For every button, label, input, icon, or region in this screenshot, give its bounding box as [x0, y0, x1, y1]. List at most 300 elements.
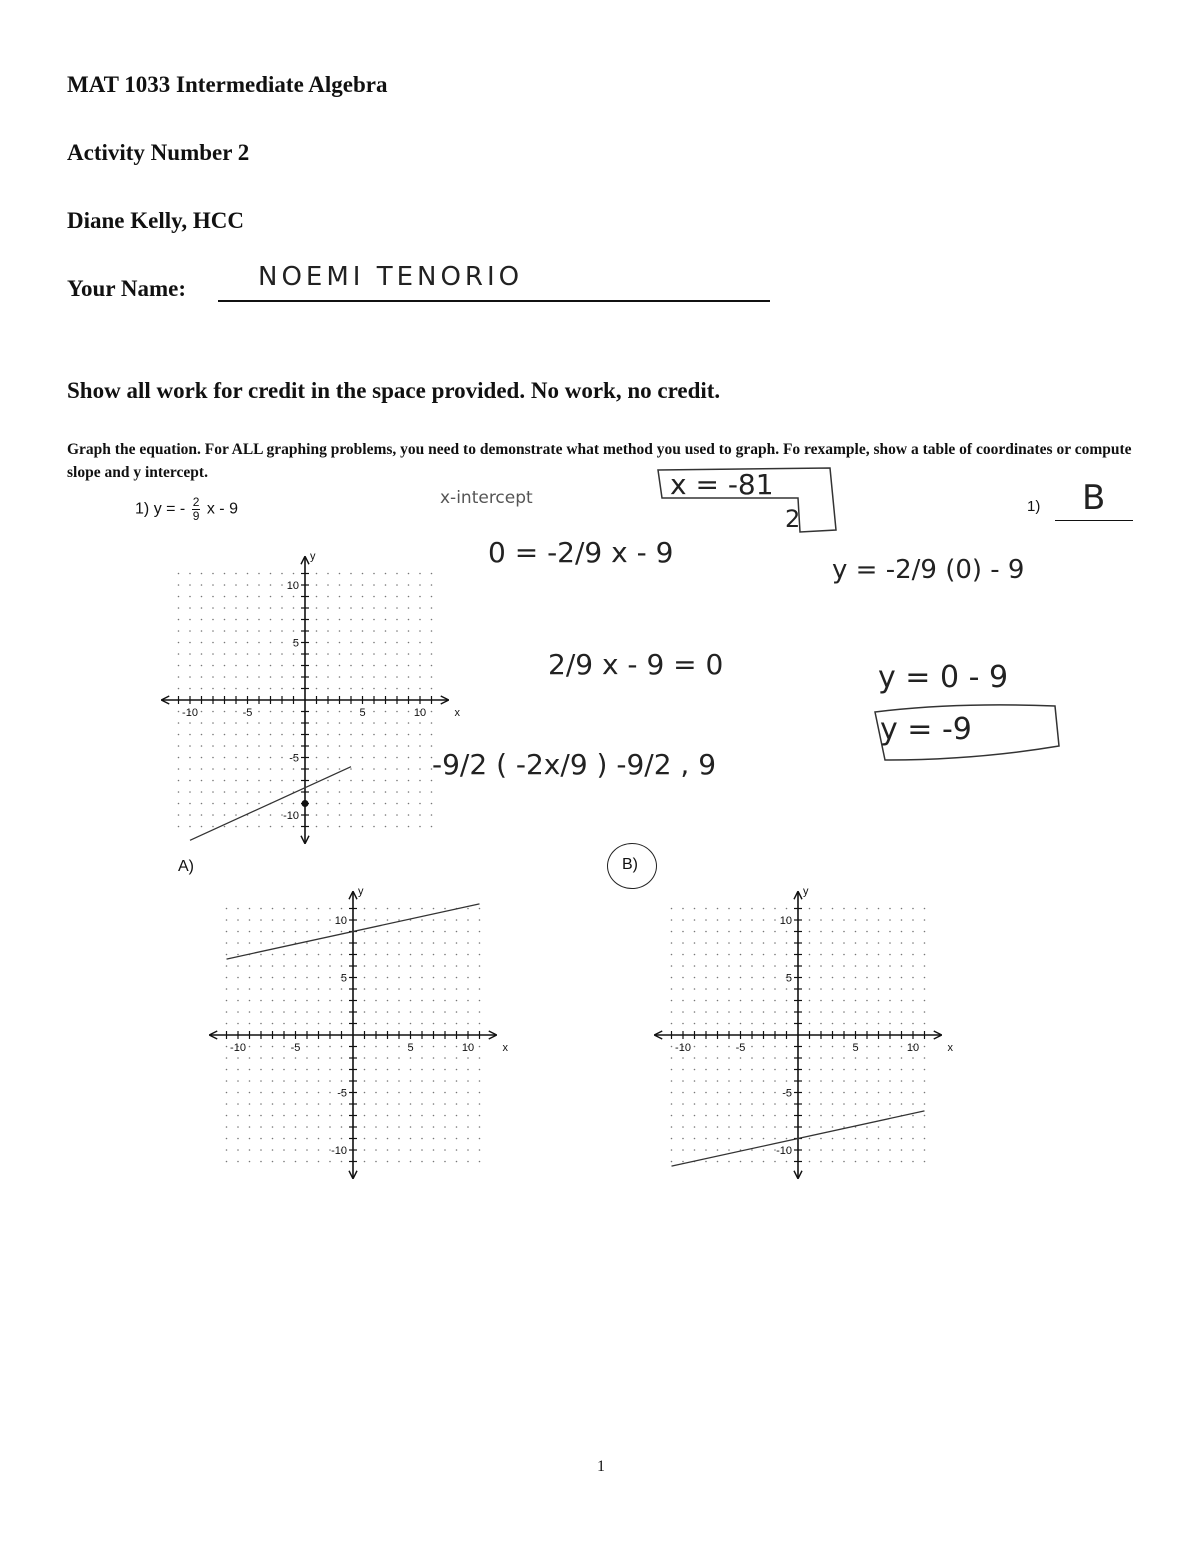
grid-dot — [364, 1103, 366, 1105]
grid-dot — [318, 965, 320, 967]
grid-dot — [201, 607, 203, 609]
grid-dot — [224, 814, 226, 816]
grid-dot — [456, 1057, 458, 1059]
grid-dot — [281, 607, 283, 609]
grid-dot — [408, 596, 410, 598]
grid-dot — [912, 965, 914, 967]
grid-dot — [682, 1161, 684, 1163]
grid-dot — [901, 942, 903, 944]
grid-dot — [306, 942, 308, 944]
grid-dot — [444, 931, 446, 933]
grid-dot — [421, 988, 423, 990]
work-step-3: -9/2 ( -2x/9 ) -9/2 , 9 — [432, 748, 717, 781]
grid-dot — [467, 931, 469, 933]
grid-dot — [224, 826, 226, 828]
grid-dot — [385, 722, 387, 724]
grid-dot — [421, 1161, 423, 1163]
grid-dot — [293, 665, 295, 667]
grid-dot — [878, 954, 880, 956]
grid-dot — [327, 653, 329, 655]
grid-dot — [272, 1011, 274, 1013]
grid-dot — [878, 1126, 880, 1128]
grid-dot — [237, 1126, 239, 1128]
grid-dot — [385, 573, 387, 575]
grid-dot — [339, 630, 341, 632]
grid-dot — [479, 1138, 481, 1140]
grid-dot — [889, 1103, 891, 1105]
grid-dot — [728, 1023, 730, 1025]
grid-dot — [281, 596, 283, 598]
grid-dot — [247, 734, 249, 736]
grid-dot — [247, 619, 249, 621]
grid-dot — [408, 688, 410, 690]
grid-dot — [375, 1092, 377, 1094]
grid-dot — [843, 1080, 845, 1082]
grid-dot — [751, 919, 753, 921]
grid-dot — [705, 1000, 707, 1002]
grid-dot — [201, 814, 203, 816]
grid-dot — [237, 1115, 239, 1117]
grid-dot — [901, 977, 903, 979]
grid-dot — [329, 977, 331, 979]
grid-dot — [456, 1000, 458, 1002]
grid-dot — [410, 1126, 412, 1128]
grid-dot — [398, 988, 400, 990]
grid-dot — [433, 1057, 435, 1059]
grid-dot — [293, 596, 295, 598]
grid-dot — [728, 919, 730, 921]
grid-dot — [855, 1149, 857, 1151]
grid-dot — [327, 745, 329, 747]
grid-dot — [270, 711, 272, 713]
grid-dot — [878, 1138, 880, 1140]
grid-dot — [316, 653, 318, 655]
grid-dot — [924, 1046, 926, 1048]
grid-dot — [398, 1149, 400, 1151]
grid-dot — [924, 977, 926, 979]
grid-dot — [924, 1057, 926, 1059]
grid-dot — [774, 954, 776, 956]
grid-dot — [341, 1069, 343, 1071]
grid-dot — [809, 919, 811, 921]
grid-dot — [212, 768, 214, 770]
grid-dot — [421, 1126, 423, 1128]
grid-dot — [224, 573, 226, 575]
grid-dot — [924, 908, 926, 910]
grid-dot — [258, 688, 260, 690]
grid-dot — [396, 573, 398, 575]
grid-dot — [249, 1023, 251, 1025]
grid-dot — [889, 1069, 891, 1071]
grid-dot — [339, 607, 341, 609]
grid-dot — [433, 1011, 435, 1013]
grid-dot — [283, 1080, 285, 1082]
grid-dot — [467, 942, 469, 944]
grid-dot — [316, 734, 318, 736]
grid-dot — [479, 977, 481, 979]
grid-dot — [283, 1069, 285, 1071]
grid-dot — [293, 630, 295, 632]
grid-dot — [843, 1057, 845, 1059]
grid-dot — [740, 1161, 742, 1163]
grid-dot — [387, 1069, 389, 1071]
grid-dot — [820, 919, 822, 921]
grid-dot — [751, 1115, 753, 1117]
grid-dot — [855, 1080, 857, 1082]
grid-dot — [421, 954, 423, 956]
grid-dot — [341, 988, 343, 990]
grid-dot — [740, 1000, 742, 1002]
grid-dot — [901, 1092, 903, 1094]
grid-dot — [912, 1115, 914, 1117]
grid-dot — [247, 642, 249, 644]
grid-dot — [364, 1161, 366, 1163]
grid-dot — [408, 665, 410, 667]
grid-dot — [226, 1126, 228, 1128]
grid-dot — [740, 919, 742, 921]
grid-dot — [329, 919, 331, 921]
grid-dot — [408, 757, 410, 759]
grid-dot — [694, 954, 696, 956]
grid-dot — [410, 1069, 412, 1071]
grid-dot — [694, 942, 696, 944]
grid-dot — [419, 791, 421, 793]
grid-dot — [740, 1023, 742, 1025]
grid-dot — [364, 1011, 366, 1013]
grid-dot — [270, 826, 272, 828]
grid-dot — [350, 584, 352, 586]
grid-dot — [249, 1000, 251, 1002]
grid-dot — [237, 931, 239, 933]
grid-dot — [408, 711, 410, 713]
grid-dot — [272, 965, 274, 967]
grid-dot — [717, 1000, 719, 1002]
grid-dot — [419, 573, 421, 575]
grid-dot — [350, 780, 352, 782]
grid-dot — [283, 1057, 285, 1059]
grid-dot — [843, 1115, 845, 1117]
grid-dot — [889, 919, 891, 921]
grid-dot — [832, 954, 834, 956]
grid-dot — [375, 988, 377, 990]
grid-dot — [247, 826, 249, 828]
grid-dot — [396, 584, 398, 586]
grid-dot — [364, 977, 366, 979]
grid-dot — [456, 988, 458, 990]
grid-dot — [189, 665, 191, 667]
grid-dot — [212, 573, 214, 575]
grid-dot — [398, 1046, 400, 1048]
grid-dot — [249, 1103, 251, 1105]
grid-dot — [751, 1103, 753, 1105]
grid-dot — [373, 619, 375, 621]
grid-dot — [247, 630, 249, 632]
grid-dot — [467, 1069, 469, 1071]
grid-dot — [339, 814, 341, 816]
grid-dot — [728, 1161, 730, 1163]
grid-dot — [820, 1161, 822, 1163]
grid-dot — [832, 1126, 834, 1128]
grid-dot — [786, 1011, 788, 1013]
y-work-step-2: y = 0 - 9 — [878, 660, 1009, 695]
grid-dot — [318, 942, 320, 944]
grid-dot — [281, 642, 283, 644]
grid-dot — [339, 688, 341, 690]
grid-dot — [373, 791, 375, 793]
grid-dot — [329, 1080, 331, 1082]
grid-dot — [751, 1046, 753, 1048]
grid-dot — [249, 1057, 251, 1059]
grid-dot — [832, 1149, 834, 1151]
grid-dot — [878, 1092, 880, 1094]
grid-dot — [387, 954, 389, 956]
grid-dot — [329, 1000, 331, 1002]
grid-dot — [717, 977, 719, 979]
grid-dot — [809, 965, 811, 967]
grid-dot — [431, 803, 433, 805]
grid-dot — [671, 1103, 673, 1105]
grid-dot — [832, 1011, 834, 1013]
grid-dot — [924, 1011, 926, 1013]
grid-dot — [385, 642, 387, 644]
grid-dot — [682, 965, 684, 967]
grid-dot — [410, 1149, 412, 1151]
grid-dot — [350, 745, 352, 747]
grid-dot — [421, 1069, 423, 1071]
grid-dot — [364, 908, 366, 910]
grid-dot — [283, 1115, 285, 1117]
grid-dot — [763, 1000, 765, 1002]
grid-dot — [362, 619, 364, 621]
grid-dot — [421, 1000, 423, 1002]
grid-dot — [410, 954, 412, 956]
grid-dot — [751, 977, 753, 979]
grid-dot — [341, 942, 343, 944]
grid-dot — [694, 965, 696, 967]
grid-dot — [387, 1023, 389, 1025]
grid-dot — [410, 942, 412, 944]
grid-dot — [212, 757, 214, 759]
grid-dot — [396, 711, 398, 713]
grid-dot — [398, 1126, 400, 1128]
grid-dot — [327, 619, 329, 621]
grid-dot — [270, 688, 272, 690]
grid-dot — [671, 1080, 673, 1082]
grid-dot — [479, 954, 481, 956]
grid-dot — [270, 607, 272, 609]
grid-dot — [178, 814, 180, 816]
grid-dot — [327, 757, 329, 759]
grid-dot — [431, 676, 433, 678]
grid-dot — [456, 1149, 458, 1151]
grid-dot — [410, 1103, 412, 1105]
grid-dot — [410, 1023, 412, 1025]
grid-dot — [866, 1115, 868, 1117]
grid-dot — [385, 757, 387, 759]
grid-dot — [878, 1011, 880, 1013]
grid-dot — [410, 1080, 412, 1082]
grid-dot — [295, 1057, 297, 1059]
grid-dot — [318, 954, 320, 956]
work-step-2: 2/9 x - 9 = 0 — [548, 648, 724, 681]
grid-dot — [832, 1138, 834, 1140]
grid-dot — [293, 607, 295, 609]
grid-dot — [270, 734, 272, 736]
grid-dot — [705, 1023, 707, 1025]
grid-dot — [820, 954, 822, 956]
grid-dot — [419, 653, 421, 655]
grid-dot — [178, 665, 180, 667]
grid-dot — [419, 826, 421, 828]
grid-dot — [479, 1046, 481, 1048]
grid-dot — [843, 954, 845, 956]
grid-dot — [226, 919, 228, 921]
grid-dot — [398, 942, 400, 944]
grid-dot — [329, 908, 331, 910]
grid-dot — [705, 977, 707, 979]
grid-dot — [408, 653, 410, 655]
grid-dot — [912, 1138, 914, 1140]
grid-dot — [774, 1103, 776, 1105]
grid-dot — [283, 988, 285, 990]
grid-dot — [694, 1126, 696, 1128]
grid-dot — [901, 1023, 903, 1025]
grid-dot — [329, 954, 331, 956]
grid-dot — [258, 734, 260, 736]
grid-dot — [419, 688, 421, 690]
grid-dot — [249, 1161, 251, 1163]
grid-dot — [705, 1057, 707, 1059]
grid-dot — [820, 1011, 822, 1013]
grid-dot — [855, 1023, 857, 1025]
grid-dot — [751, 1161, 753, 1163]
grid-dot — [339, 803, 341, 805]
grid-dot — [373, 676, 375, 678]
grid-dot — [235, 745, 237, 747]
grid-dot — [832, 1023, 834, 1025]
grid-dot — [260, 1069, 262, 1071]
grid-dot — [295, 931, 297, 933]
grid-dot — [728, 1149, 730, 1151]
grid-dot — [329, 1126, 331, 1128]
grid-dot — [318, 1138, 320, 1140]
grid-dot — [364, 1000, 366, 1002]
grid-dot — [212, 803, 214, 805]
grid-dot — [293, 653, 295, 655]
grid-dot — [201, 573, 203, 575]
grid-dot — [410, 1092, 412, 1094]
grid-dot — [866, 942, 868, 944]
grid-dot — [226, 1138, 228, 1140]
grid-dot — [694, 1011, 696, 1013]
grid-dot — [283, 931, 285, 933]
grid-dot — [682, 919, 684, 921]
grid-dot — [362, 653, 364, 655]
grid-dot — [809, 1126, 811, 1128]
grid-dot — [809, 942, 811, 944]
grid-dot — [201, 642, 203, 644]
grid-dot — [398, 1103, 400, 1105]
grid-dot — [419, 607, 421, 609]
grid-dot — [387, 977, 389, 979]
grid-dot — [316, 768, 318, 770]
grid-dot — [212, 780, 214, 782]
grid-dot — [444, 1023, 446, 1025]
grid-dot — [431, 768, 433, 770]
grid-dot — [878, 931, 880, 933]
grid-dot — [728, 908, 730, 910]
grid-dot — [912, 1103, 914, 1105]
grid-dot — [419, 676, 421, 678]
grid-dot — [316, 757, 318, 759]
grid-dot — [396, 688, 398, 690]
grid-dot — [249, 977, 251, 979]
grid-dot — [327, 814, 329, 816]
grid-dot — [444, 1149, 446, 1151]
grid-dot — [774, 1115, 776, 1117]
grid-dot — [249, 965, 251, 967]
grid-dot — [901, 931, 903, 933]
grid-dot — [774, 1000, 776, 1002]
grid-dot — [763, 1149, 765, 1151]
grid-dot — [467, 1080, 469, 1082]
grid-dot — [728, 1138, 730, 1140]
grid-dot — [387, 1149, 389, 1151]
grid-dot — [295, 1023, 297, 1025]
grid-dot — [260, 1103, 262, 1105]
grid-dot — [316, 596, 318, 598]
grid-dot — [316, 803, 318, 805]
grid-dot — [385, 791, 387, 793]
grid-dot — [419, 803, 421, 805]
grid-dot — [387, 1126, 389, 1128]
grid-dot — [431, 745, 433, 747]
grid-dot — [843, 1011, 845, 1013]
grid-dot — [878, 1069, 880, 1071]
grid-dot — [694, 1023, 696, 1025]
grid-dot — [456, 1138, 458, 1140]
grid-dot — [306, 965, 308, 967]
grid-dot — [809, 1115, 811, 1117]
grid-dot — [433, 1000, 435, 1002]
grid-dot — [694, 1138, 696, 1140]
grid-dot — [751, 954, 753, 956]
grid-dot — [306, 1011, 308, 1013]
grid-dot — [456, 1023, 458, 1025]
grid-dot — [398, 1069, 400, 1071]
grid-dot — [866, 1161, 868, 1163]
grid-dot — [178, 676, 180, 678]
grid-dot — [682, 1138, 684, 1140]
grid-dot — [327, 573, 329, 575]
grid-dot — [901, 1161, 903, 1163]
grid-dot — [362, 607, 364, 609]
grid-dot — [318, 1103, 320, 1105]
grid-dot — [178, 630, 180, 632]
activity-number: Activity Number 2 — [67, 140, 250, 165]
grid-dot — [467, 1149, 469, 1151]
grid-dot — [866, 931, 868, 933]
grid-dot — [318, 1080, 320, 1082]
grid-dot — [431, 584, 433, 586]
grid-dot — [293, 711, 295, 713]
grid-dot — [843, 908, 845, 910]
grid-dot — [763, 942, 765, 944]
grid-dot — [467, 977, 469, 979]
grid-dot — [479, 988, 481, 990]
grid-dot — [224, 676, 226, 678]
grid-dot — [396, 826, 398, 828]
